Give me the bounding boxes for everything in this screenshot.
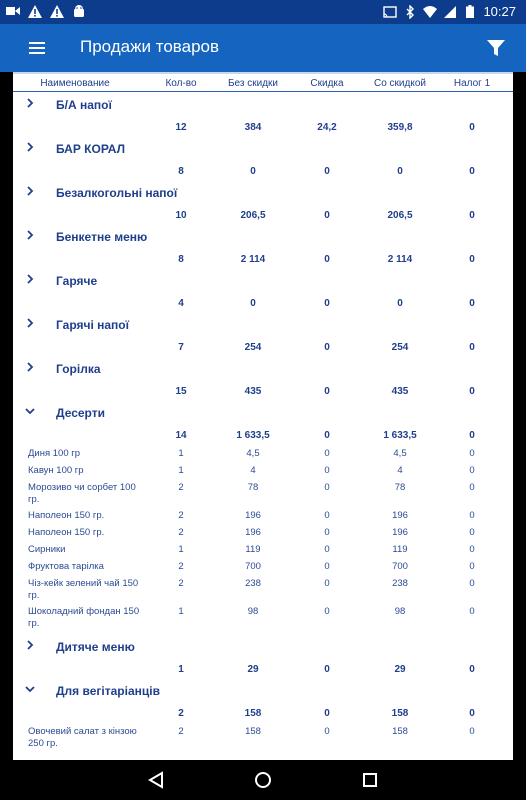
total-value: 1 — [178, 664, 184, 675]
back-button[interactable] — [147, 770, 167, 790]
item-value: 78 — [394, 482, 406, 493]
item-value: 0 — [324, 578, 330, 589]
total-value: 0 — [324, 298, 330, 309]
recents-icon — [360, 770, 380, 790]
chevron-down-icon — [23, 682, 37, 696]
item-value: 0 — [469, 482, 475, 493]
item-value: 0 — [324, 465, 330, 476]
group-header[interactable] — [13, 228, 513, 248]
group-header[interactable] — [13, 96, 513, 116]
battery-icon — [463, 5, 477, 19]
table-row[interactable] — [13, 726, 513, 752]
item-value: 4 — [397, 465, 403, 476]
item-value: 4,5 — [393, 448, 407, 459]
group-header[interactable] — [13, 682, 513, 702]
group-header[interactable] — [13, 272, 513, 292]
chevron-right-icon — [23, 96, 37, 110]
total-value: 0 — [250, 166, 256, 177]
group-totals-row — [13, 664, 513, 678]
table-row[interactable] — [13, 527, 513, 543]
total-value: 0 — [469, 664, 475, 675]
item-name: Наполеон 150 гр. — [28, 527, 105, 538]
item-value: 0 — [469, 561, 475, 572]
total-value: 29 — [394, 664, 406, 675]
total-value: 158 — [391, 708, 409, 719]
filter-icon — [484, 36, 508, 60]
android-icon — [72, 4, 86, 18]
item-value: 2 — [178, 527, 184, 538]
page-title: Продажи товаров — [80, 37, 220, 56]
item-value: 0 — [324, 561, 330, 572]
item-value: 2 — [178, 510, 184, 521]
column-header: Скидка — [310, 78, 344, 89]
video-camera-icon — [6, 4, 20, 18]
item-value: 4 — [250, 465, 256, 476]
total-value: 0 — [324, 708, 330, 719]
item-value: 1 — [178, 606, 184, 617]
total-value: 0 — [469, 122, 475, 133]
total-value: 14 — [175, 430, 187, 441]
total-value: 0 — [324, 342, 330, 353]
item-name: Диня 100 гр — [28, 448, 81, 459]
item-value: 119 — [392, 544, 408, 555]
total-value: 206,5 — [240, 210, 266, 221]
total-value: 359,8 — [387, 122, 413, 133]
item-value: 0 — [469, 510, 475, 521]
total-value: 0 — [324, 664, 330, 675]
item-value: 0 — [469, 578, 475, 589]
group-header[interactable] — [13, 404, 513, 424]
group-name: БАР КОРАЛ — [56, 142, 126, 156]
total-value: 24,2 — [317, 122, 337, 133]
status-bar — [0, 0, 526, 24]
chevron-right-icon — [23, 638, 37, 652]
column-header: Со скидкой — [374, 78, 426, 89]
item-value: 2 — [178, 578, 184, 589]
item-value: 196 — [245, 527, 261, 538]
total-value: 0 — [250, 298, 256, 309]
item-value: 1 — [178, 544, 184, 555]
group-totals-row — [13, 166, 513, 180]
total-value: 0 — [469, 254, 475, 265]
total-value: 254 — [391, 342, 409, 353]
home-icon — [253, 770, 273, 790]
group-header[interactable] — [13, 638, 513, 658]
group-name: Безалкогольні напої — [56, 186, 178, 200]
total-value: 0 — [324, 430, 330, 441]
total-value: 0 — [397, 166, 403, 177]
cast-icon — [383, 5, 397, 19]
status-time: 10:27 — [483, 4, 516, 19]
total-value: 12 — [175, 122, 187, 133]
back-icon — [147, 770, 167, 790]
item-value: 0 — [324, 482, 330, 493]
group-totals-row — [13, 254, 513, 268]
item-value: 1 — [178, 465, 184, 476]
total-value: 1 633,5 — [383, 430, 417, 441]
total-value: 0 — [469, 342, 475, 353]
item-name: Сирники — [28, 544, 66, 555]
item-value: 0 — [469, 726, 475, 737]
menu-icon — [26, 36, 50, 60]
table-row[interactable] — [13, 510, 513, 526]
total-value: 0 — [469, 210, 475, 221]
total-value: 2 — [178, 708, 184, 719]
wifi-icon — [423, 5, 437, 19]
chevron-right-icon — [23, 140, 37, 154]
total-value: 435 — [391, 386, 409, 397]
group-totals-row — [13, 122, 513, 136]
item-value: 0 — [324, 448, 330, 459]
menu-button[interactable] — [26, 36, 50, 60]
total-value: 7 — [178, 342, 184, 353]
item-name: Шоколадний фондан 150 гр. — [28, 606, 140, 629]
chevron-right-icon — [23, 316, 37, 330]
total-value: 384 — [244, 122, 262, 133]
group-name: Гарячі напої — [56, 318, 130, 332]
item-value: 0 — [469, 465, 475, 476]
item-value: 0 — [469, 527, 475, 538]
group-totals-row — [13, 386, 513, 400]
item-name: Морозиво чи сорбет 100 гр. — [28, 482, 136, 505]
group-totals-row — [13, 708, 513, 722]
item-value: 2 — [178, 726, 184, 737]
item-value: 2 — [178, 482, 184, 493]
chevron-down-icon — [23, 404, 37, 418]
item-value: 238 — [392, 578, 408, 589]
total-value: 10 — [175, 210, 187, 221]
item-value: 700 — [392, 561, 408, 572]
item-value: 0 — [324, 527, 330, 538]
recents-button[interactable] — [360, 770, 380, 790]
total-value: 0 — [324, 386, 330, 397]
total-value: 2 114 — [387, 254, 413, 265]
group-totals-row — [13, 298, 513, 312]
item-value: 158 — [392, 726, 408, 737]
item-value: 196 — [392, 510, 408, 521]
app-bar — [0, 24, 526, 72]
total-value: 8 — [178, 254, 184, 265]
table-header — [13, 74, 513, 92]
item-value: 0 — [324, 510, 330, 521]
group-totals-row — [13, 430, 513, 444]
item-value: 0 — [469, 606, 475, 617]
chevron-right-icon — [23, 360, 37, 374]
table-row[interactable] — [13, 448, 513, 464]
navigation-bar — [0, 760, 526, 800]
item-value: 78 — [247, 482, 259, 493]
item-value: 700 — [245, 561, 261, 572]
item-value: 98 — [247, 606, 259, 617]
warning-icon — [28, 4, 42, 18]
table-row[interactable] — [13, 606, 513, 632]
chevron-right-icon — [23, 184, 37, 198]
item-value: 4,5 — [246, 448, 260, 459]
item-value: 196 — [392, 527, 408, 538]
group-name: Дитяче меню — [56, 640, 135, 654]
column-header: Налог 1 — [453, 78, 491, 89]
table-row[interactable] — [13, 465, 513, 481]
table-row[interactable] — [13, 544, 513, 560]
total-value: 0 — [324, 210, 330, 221]
group-totals-row — [13, 342, 513, 356]
bluetooth-icon — [403, 5, 417, 19]
column-header: Кол-во — [165, 78, 197, 89]
total-value: 0 — [469, 430, 475, 441]
item-name: Наполеон 150 гр. — [28, 510, 105, 521]
column-header: Без скидки — [227, 78, 279, 89]
group-name: Бенкетне меню — [56, 230, 148, 244]
item-value: 0 — [324, 544, 330, 555]
total-value: 8 — [178, 166, 184, 177]
total-value: 435 — [244, 386, 262, 397]
group-name: Для вегітаріанців — [56, 684, 160, 698]
chevron-right-icon — [23, 272, 37, 286]
group-header[interactable] — [13, 360, 513, 380]
group-header[interactable] — [13, 140, 513, 160]
item-value: 119 — [245, 544, 261, 555]
group-name: Гаряче — [56, 274, 98, 288]
item-name: Овочевий салат з кінзою 250 гр. — [28, 726, 137, 749]
total-value: 0 — [397, 298, 403, 309]
group-totals-row — [13, 210, 513, 224]
home-button[interactable] — [253, 770, 273, 790]
group-name: Горілка — [56, 362, 101, 376]
item-value: 158 — [245, 726, 261, 737]
table-row[interactable] — [13, 561, 513, 577]
item-value: 0 — [324, 606, 330, 617]
item-value: 1 — [178, 448, 184, 459]
group-name: Десерти — [56, 406, 105, 420]
filter-button[interactable] — [484, 36, 508, 60]
item-value: 0 — [469, 544, 475, 555]
total-value: 29 — [247, 664, 259, 675]
item-value: 0 — [324, 726, 330, 737]
cellular-signal-icon — [443, 5, 457, 19]
total-value: 158 — [244, 708, 262, 719]
total-value: 206,5 — [387, 210, 413, 221]
total-value: 0 — [469, 708, 475, 719]
total-value: 0 — [324, 254, 330, 265]
group-header[interactable] — [13, 184, 513, 204]
item-value: 238 — [245, 578, 261, 589]
total-value: 254 — [244, 342, 262, 353]
item-value: 196 — [245, 510, 261, 521]
column-header: Наименование — [40, 78, 110, 89]
chevron-right-icon — [23, 228, 37, 242]
item-name: Кавун 100 гр — [28, 465, 84, 476]
total-value: 0 — [469, 386, 475, 397]
warning-icon — [50, 4, 64, 18]
group-header[interactable] — [13, 316, 513, 336]
total-value: 0 — [469, 298, 475, 309]
table-row[interactable] — [13, 578, 513, 604]
total-value: 0 — [469, 166, 475, 177]
total-value: 1 633,5 — [236, 430, 270, 441]
sales-table[interactable] — [13, 72, 513, 760]
item-value: 98 — [394, 606, 406, 617]
total-value: 0 — [324, 166, 330, 177]
total-value: 4 — [178, 298, 184, 309]
item-value: 0 — [469, 448, 475, 459]
total-value: 2 114 — [240, 254, 266, 265]
item-value: 2 — [178, 561, 184, 572]
total-value: 15 — [175, 386, 187, 397]
item-name: Фруктова тарілка — [28, 561, 104, 572]
table-row[interactable] — [13, 482, 513, 508]
group-name: Б/А напої — [56, 98, 112, 112]
item-name: Чіз-кейк зелений чай 150 гр. — [28, 578, 139, 601]
